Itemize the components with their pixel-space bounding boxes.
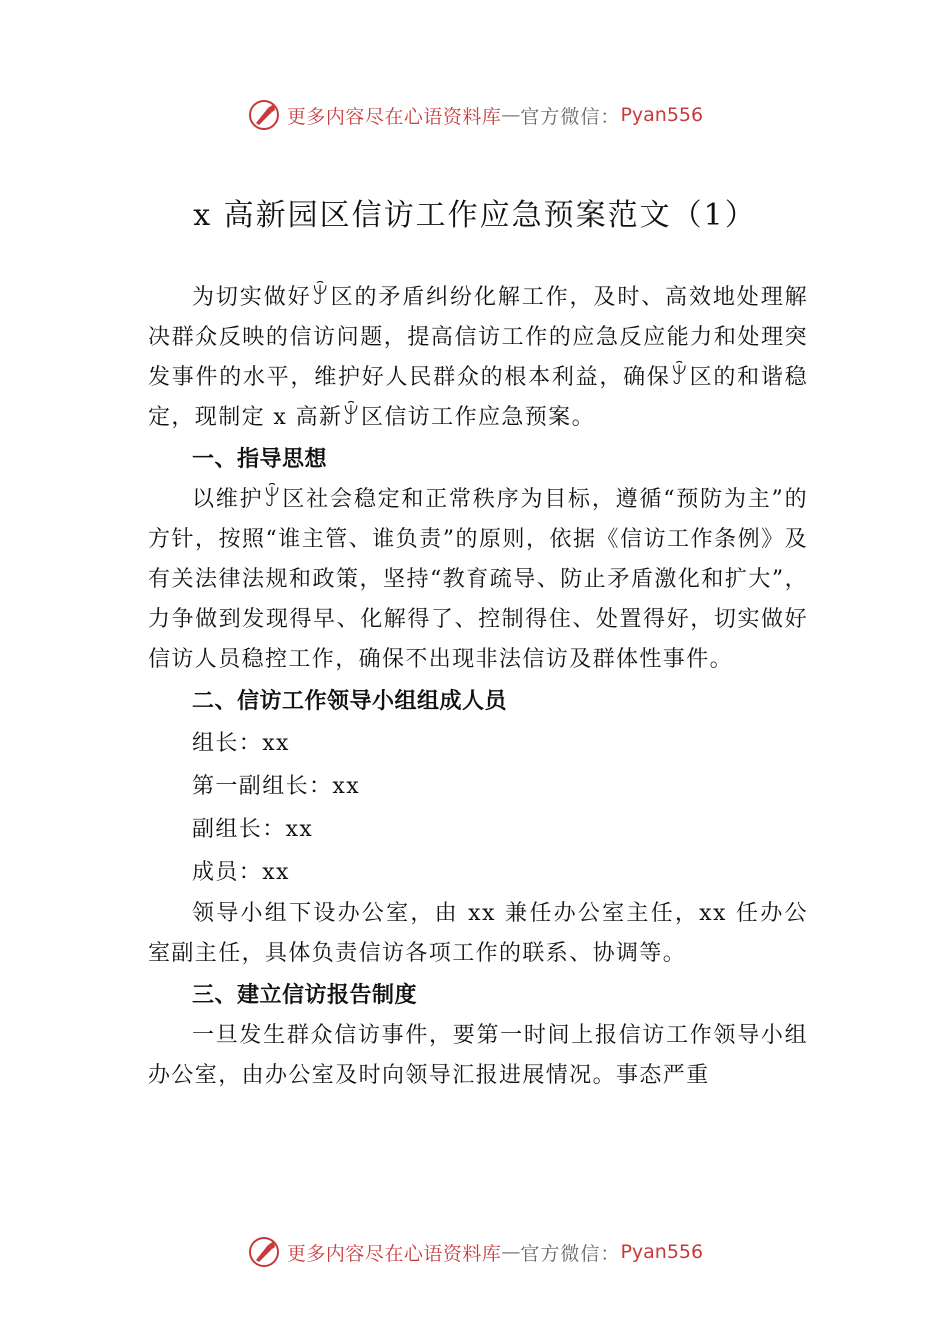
pen-nib-circle-logo-icon [247,98,281,132]
member-deputy: 副组长：xx [192,817,314,842]
watermark-official: 官方微信： [520,1242,621,1265]
pen-nib-circle-logo-icon [247,1235,281,1269]
section2-heading: 二、信访工作领导小组组成人员 [192,689,508,714]
section1-paragraph: 以维护ꐲ区社会稳定和正常秩序为目标，遵循“预防为主”的方针，按照“谁主管、谁负责”的原则，依据《信访工作条例》及有关法律法规和政策，坚持“教育疏导、防止矛盾激化和扩大”，力争做到发现得早、化解得了、控制得住、处置得好，切实做好信访人员稳控工作，确保不出现非法信访及群体性事件。 [148,487,808,672]
member-members: 成员：xx [192,860,290,885]
section3-paragraph: 一旦发生群众信访事件，要第一时间上报信访工作领导小组办公室，由办公室及时向领导汇报进展情况。事态严重 [148,1023,808,1088]
section1-heading: 一、指导思想 [192,447,328,472]
watermark-wechat-id: Pyan556 [620,104,704,126]
watermark-dash: — [501,1241,521,1263]
header-watermark [0,95,950,135]
watermark-official: 官方微信： [520,105,621,128]
section3-heading: 三、建立信访报告制度 [192,983,418,1008]
watermark-dash: — [501,104,521,126]
document-title: x 高新园区信访工作应急预案范文（1） [193,198,757,233]
member-first-deputy: 第一副组长：xx [192,774,361,799]
watermark-wechat-id: Pyan556 [620,1241,704,1263]
member-leader: 组长：xx [192,731,290,756]
footer-watermark [0,1232,950,1272]
section2-paragraph: 领导小组下设办公室，由 xx 兼任办公室主任，xx 任办公室副主任，具体负责信访各项工作的联系、协调等。 [148,901,808,966]
watermark-brand: 更多内容尽在心语资料库 [286,1242,502,1265]
document-body [148,278,808,1096]
watermark-brand: 更多内容尽在心语资料库 [286,105,502,128]
intro-paragraph: 为切实做好ꐲ区的矛盾纠纷化解工作，及时、高效地处理解决群众反映的信访问题，提高信访工作的应急反应能力和处理突发事件的水平，维护好人民群众的根本利益，确保ꐲ区的和谐稳定，现制定 x 高新ꐲ区信访工作应急预案。 [148,285,808,430]
